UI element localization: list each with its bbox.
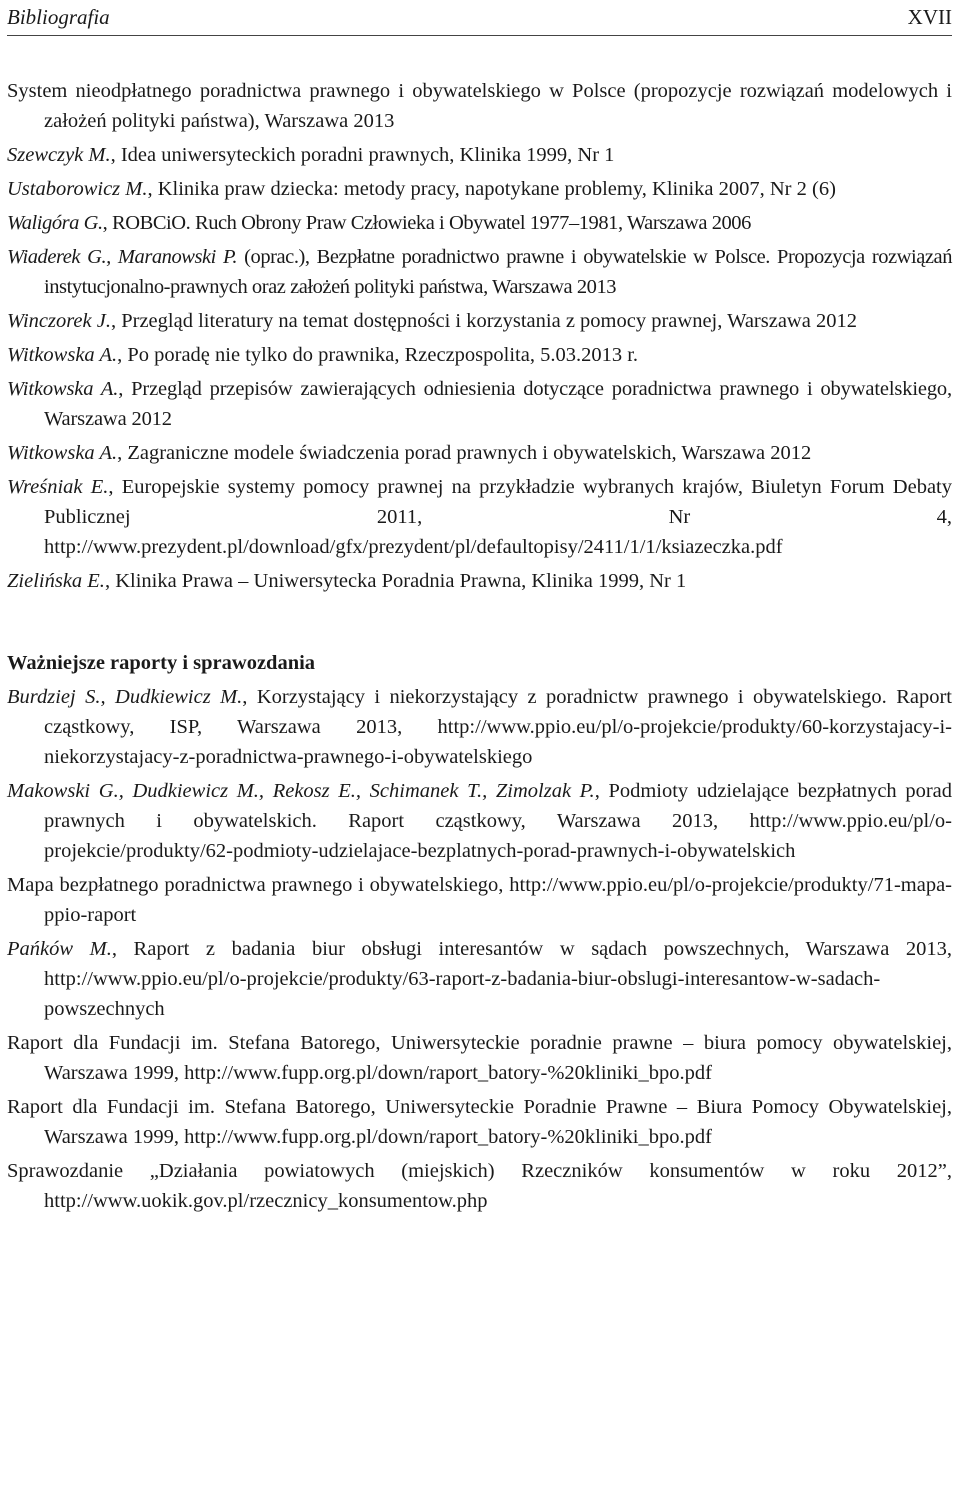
entry-author: Waligóra G.: [7, 212, 103, 234]
entry-author: Pańków M.: [7, 938, 112, 960]
entry-text: , Zagraniczne modele świadczenia porad prawnych i obywatelskich, Warszawa 2012: [117, 442, 812, 464]
entry-author: Wreśniak E.: [7, 476, 109, 498]
bibliography-entry: [7, 566, 952, 596]
bibliography-entry: [7, 208, 952, 238]
entry-author: Witkowska A.: [7, 344, 118, 366]
entry-text: , Europejskie systemy pomocy prawnej na przykładzie wybranych krajów, Biuletyn Forum Debaty Publicznej 2011, Nr 4, http://www.prezydent.pl/download/gfx/prezydent/pl/defaultopisy/2411/1/1/ksiazeczka.pdf: [44, 476, 952, 558]
entry-text: , Idea uniwersyteckich poradni prawnych, Klinika 1999, Nr 1: [110, 144, 615, 166]
bibliography-entry: [7, 340, 952, 370]
header-rule: [7, 35, 952, 36]
report-entry: [7, 934, 952, 1024]
entry-author: Witkowska A.: [7, 378, 119, 400]
running-head: [7, 0, 952, 31]
entry-text: , Korzystający i niekorzystający z poradnictw prawnego i obywatelskiego. Raport cząstkowy, ISP, Warszawa 2013, http://www.ppio.eu/pl/o-projekcie/produkty/60-korzystajacy-i-niekorzystajacy-z-poradnictwa-prawnego-i-obywatelskiego: [44, 686, 952, 768]
entry-text: , Klinika Prawa – Uniwersytecka Poradnia Prawna, Klinika 1999, Nr 1: [104, 570, 687, 592]
entry-text: , Przegląd przepisów zawierających odniesienia dotyczące poradnictwa prawnego i obywatelskiego, Warszawa 2012: [44, 378, 952, 430]
entry-text: , Po poradę nie tylko do prawnika, Rzeczpospolita, 5.03.2013 r.: [117, 344, 639, 366]
entry-text: , Klinika praw dziecka: metody pracy, napotykane problemy, Klinika 2007, Nr 2 (6): [147, 178, 836, 200]
entry-text: Raport dla Fundacji im. Stefana Batorego, Uniwersyteckie Poradnie Prawne – Biura Pomocy Obywatelskiej, Warszawa 1999, http://www.fupp.org.pl/down/raport_batory-%20kliniki_bpo.pdf: [7, 1096, 952, 1148]
entry-text: , ROBCiO. Ruch Obrony Praw Człowieka i Obywatel 1977–1981, Warszawa 2006: [102, 212, 751, 234]
report-entry: [7, 1028, 952, 1088]
entry-author: Szewczyk M.: [7, 144, 111, 166]
entry-text: Raport dla Fundacji im. Stefana Batorego, Uniwersyteckie poradnie prawne – biura pomocy obywatelskiej, Warszawa 1999, http://www.fupp.org.pl/down/raport_batory-%20kliniki_bpo.pdf: [7, 1032, 952, 1084]
report-entry: [7, 682, 952, 772]
bibliography-entry: [7, 174, 952, 204]
section-heading: Ważniejsze raporty i sprawozdania: [7, 652, 316, 674]
entry-text: Mapa bezpłatnego poradnictwa prawnego i obywatelskiego, http://www.ppio.eu/pl/o-projekcie/produkty/71-mapa-ppio-raport: [7, 874, 952, 926]
entry-text: System nieodpłatnego poradnictwa prawnego i obywatelskiego w Polsce (propozycje rozwiązań modelowych i założeń polityki państwa), Warszawa 2013: [7, 80, 952, 132]
bibliography-entry: [7, 140, 952, 170]
entry-text: , Raport z badania biur obsługi interesantów w sądach powszechnych, Warszawa 2013, http://www.ppio.eu/pl/o-projekcie/produkty/63-raport-z-badania-biur-obslugi-interesantow-w-sadach-powszechnych: [44, 938, 953, 1020]
bibliography-entry: [7, 76, 952, 136]
entry-author: Zielińska E.: [7, 570, 105, 592]
bibliography-list: [7, 76, 952, 596]
entry-author: Witkowska A.: [7, 442, 118, 464]
bibliography-entry: [7, 472, 952, 562]
entry-text: (oprac.), Bezpłatne poradnictwo prawne i obywatelskie w Polsce. Propozycja rozwiązań instytucjonalno-prawnych oraz założeń polityki państwa, Warszawa 2013: [44, 246, 953, 298]
entry-author: Burdziej S., Dudkiewicz M.: [7, 686, 243, 708]
report-entry: [7, 870, 952, 930]
entry-author: Ustaborowicz M.: [7, 178, 148, 200]
entry-text: , Przegląd literatury na temat dostępności i korzystania z pomocy prawnej, Warszawa 2012: [110, 310, 857, 332]
bibliography-entry: [7, 374, 952, 434]
entry-text: Sprawozdanie „Działania powiatowych (miejskich) Rzeczników konsumentów w roku 2012”, http://www.uokik.gov.pl/rzecznicy_konsumentow.php: [7, 1160, 952, 1212]
report-entry: [7, 776, 952, 866]
running-head-title: Bibliografia: [7, 5, 110, 29]
entry-author: Makowski G., Dudkiewicz M., Rekosz E., Schimanek T., Zimolzak P.: [7, 780, 595, 802]
entry-text: , Podmioty udzielające bezpłatnych porad prawnych i obywatelskich. Raport cząstkowy, Warszawa 2013, http://www.ppio.eu/pl/o-projekcie/produkty/62-podmioty-udzielajace-bezplatnych-porad-prawnych-i-obywatelskich: [44, 780, 952, 862]
entry-author: Wiaderek G., Maranowski P.: [7, 246, 238, 268]
reports-list: [7, 682, 952, 1216]
bibliography-entry: [7, 242, 952, 302]
report-entry: [7, 1092, 952, 1152]
bibliography-entry: [7, 438, 952, 468]
report-entry: [7, 1156, 952, 1216]
entry-author: Winczorek J.: [7, 310, 111, 332]
bibliography-entry: [7, 306, 952, 336]
page-number: XVII: [907, 5, 952, 29]
